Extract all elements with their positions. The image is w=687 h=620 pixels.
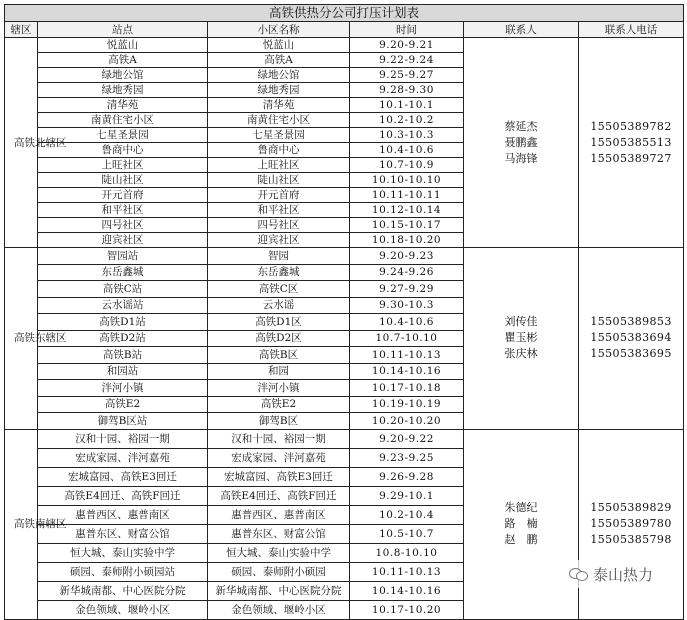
community-cell: 智园 <box>208 248 350 265</box>
time-cell: 10.2-10.2 <box>350 113 464 128</box>
time-cell: 10.5-10.7 <box>350 524 464 543</box>
time-cell: 9.20-9.21 <box>350 38 464 53</box>
district-cell <box>5 248 67 430</box>
contact-name: 马海锋 <box>504 151 538 165</box>
station-cell: 泮河小镇 <box>38 380 208 397</box>
community-cell: 悦蓝山 <box>208 38 350 53</box>
contact-phone: 15505389853 <box>590 315 672 329</box>
contact-name: 聂鹏鑫 <box>504 135 538 149</box>
station-cell: 汉和十园、裕园一期 <box>38 429 208 448</box>
table-body <box>5 38 684 620</box>
time-cell: 10.4-10.6 <box>350 314 464 331</box>
time-cell: 9.27-9.29 <box>350 281 464 298</box>
community-cell: 宏成家园、泮河嘉苑 <box>208 448 350 467</box>
community-cell: 上旺社区 <box>208 158 350 173</box>
community-cell: 高铁D2区 <box>208 330 350 347</box>
time-cell: 10.11-10.13 <box>350 347 464 364</box>
time-cell: 10.8-10.10 <box>350 543 464 562</box>
time-cell: 10.1-10.1 <box>350 98 464 113</box>
station-cell: 上旺社区 <box>38 158 208 173</box>
contacts-cell <box>464 429 579 619</box>
community-cell: 惠普西区、惠普南区 <box>208 505 350 524</box>
time-cell: 9.24-9.26 <box>350 264 464 281</box>
time-cell: 9.20-9.22 <box>350 429 464 448</box>
station-cell: 清华苑 <box>38 98 208 113</box>
community-cell: 云水谣 <box>208 297 350 314</box>
station-cell: 智园站 <box>38 248 208 265</box>
time-cell: 9.30-10.3 <box>350 297 464 314</box>
phones-cell <box>579 38 684 248</box>
header-station: 站点 <box>38 22 208 38</box>
contact-phone: 15505383694 <box>590 331 672 345</box>
header-phone: 联系人电话 <box>579 22 684 38</box>
station-cell: 悦蓝山 <box>38 38 208 53</box>
station-cell: 惠普西区、惠普南区 <box>38 505 208 524</box>
district-label: 高铁北辖区 <box>14 136 67 149</box>
station-cell: 开元首府 <box>38 188 208 203</box>
contact-name: 蔡延杰 <box>504 119 538 133</box>
community-cell: 陡山社区 <box>208 173 350 188</box>
time-cell: 10.19-10.19 <box>350 396 464 413</box>
station-cell: 陡山社区 <box>38 173 208 188</box>
contact-phone: 15505385798 <box>590 533 672 546</box>
contact-name: 路 楠 <box>504 517 538 530</box>
station-cell: 高铁E4回迁、高铁F回迁 <box>38 486 208 505</box>
table-title: 高铁供热分公司打压计划表 <box>5 5 684 22</box>
time-cell: 10.7-10.9 <box>350 158 464 173</box>
community-cell: 和平社区 <box>208 203 350 218</box>
pressure-test-schedule-table <box>4 4 684 620</box>
time-cell: 10.3-10.3 <box>350 128 464 143</box>
time-cell: 10.12-10.14 <box>350 203 464 218</box>
time-cell: 10.10-10.10 <box>350 173 464 188</box>
community-cell: 绿地公馆 <box>208 68 350 83</box>
community-cell: 绿地秀园 <box>208 83 350 98</box>
station-cell: 绿地秀园 <box>38 83 208 98</box>
contact-phone: 15505385513 <box>590 135 672 149</box>
station-cell: 和园站 <box>38 363 208 380</box>
community-cell: 东岳鑫城 <box>208 264 350 281</box>
station-cell: 绿地公馆 <box>38 68 208 83</box>
header-district: 辖区 <box>5 22 38 38</box>
station-cell: 高铁B站 <box>38 347 208 364</box>
time-cell: 10.20-10.20 <box>350 413 464 430</box>
community-cell: 泮河小镇 <box>208 380 350 397</box>
station-cell: 惠普东区、财富公馆 <box>38 524 208 543</box>
district-cell <box>5 429 67 619</box>
community-cell: 南黄住宅小区 <box>208 113 350 128</box>
station-cell: 高铁D2站 <box>38 330 208 347</box>
community-cell: 开元首府 <box>208 188 350 203</box>
station-cell: 云水谣站 <box>38 297 208 314</box>
community-cell: 高铁B区 <box>208 347 350 364</box>
community-cell: 汉和十园、裕园一期 <box>208 429 350 448</box>
watermark <box>565 560 657 588</box>
station-cell: 鲁商中心 <box>38 143 208 158</box>
time-cell: 9.22-9.24 <box>350 53 464 68</box>
community-cell: 高铁C区 <box>208 281 350 298</box>
contact-phone: 15505383695 <box>590 347 672 361</box>
station-cell: 宏成家园、泮河嘉苑 <box>38 448 208 467</box>
time-cell: 10.15-10.17 <box>350 218 464 233</box>
contact-phone: 15505389780 <box>590 517 672 530</box>
community-cell: 鲁商中心 <box>208 143 350 158</box>
time-cell: 9.25-9.27 <box>350 68 464 83</box>
station-cell: 高铁C站 <box>38 281 208 298</box>
community-cell: 高铁E2 <box>208 396 350 413</box>
community-cell: 新华城南都、中心医院分院 <box>208 581 350 600</box>
district-label: 高铁南辖区 <box>14 518 67 530</box>
station-cell: 硕园、泰师附小硕园站 <box>38 562 208 581</box>
table-row <box>5 38 684 53</box>
time-cell: 9.26-9.28 <box>350 467 464 486</box>
contact-name: 刘传佳 <box>504 315 538 329</box>
community-cell: 高铁E4回迁、高铁F回迁 <box>208 486 350 505</box>
community-cell: 恒大城、泰山实验中学 <box>208 543 350 562</box>
time-cell: 10.2-10.4 <box>350 505 464 524</box>
time-cell: 10.14-10.16 <box>350 363 464 380</box>
community-cell: 金色领域、堰岭小区 <box>208 600 350 619</box>
header-contact: 联系人 <box>464 22 579 38</box>
phones-cell <box>579 429 684 619</box>
station-cell: 东岳鑫城 <box>38 264 208 281</box>
station-cell: 御驾B区站 <box>38 413 208 430</box>
station-cell: 迎宾社区 <box>38 233 208 248</box>
community-cell: 四号社区 <box>208 218 350 233</box>
time-cell: 10.18-10.20 <box>350 233 464 248</box>
community-cell: 迎宾社区 <box>208 233 350 248</box>
time-cell: 10.17-10.18 <box>350 380 464 397</box>
community-cell: 宏城富园、高铁E3回迁 <box>208 467 350 486</box>
station-cell: 高铁A <box>38 53 208 68</box>
time-cell: 10.11-10.11 <box>350 188 464 203</box>
contact-name: 赵 鹏 <box>504 533 538 546</box>
community-cell: 高铁A <box>208 53 350 68</box>
time-cell: 9.23-9.25 <box>350 448 464 467</box>
table-row <box>5 248 684 265</box>
time-cell: 9.28-9.30 <box>350 83 464 98</box>
community-cell: 七星圣景园 <box>208 128 350 143</box>
contact-name: 朱德纪 <box>504 501 538 514</box>
watermark-text: 泰山热力 <box>593 565 654 584</box>
time-cell: 10.4-10.6 <box>350 143 464 158</box>
wechat-icon <box>569 566 589 582</box>
district-label: 高铁东辖区 <box>14 332 67 345</box>
table-row <box>5 429 684 448</box>
header-community: 小区名称 <box>208 22 350 38</box>
station-cell: 南黄住宅小区 <box>38 113 208 128</box>
phones-cell <box>579 248 684 430</box>
community-cell: 御驾B区 <box>208 413 350 430</box>
time-cell: 10.11-10.13 <box>350 562 464 581</box>
contact-name: 张庆林 <box>504 347 538 361</box>
time-cell: 10.7-10.10 <box>350 330 464 347</box>
station-cell: 恒大城、泰山实验中学 <box>38 543 208 562</box>
community-cell: 硕园、泰师附小硕园 <box>208 562 350 581</box>
contacts-cell <box>464 248 579 430</box>
station-cell: 金色领域、堰岭小区 <box>38 600 208 619</box>
community-cell: 清华苑 <box>208 98 350 113</box>
contact-name: 瞿玉彬 <box>504 331 538 345</box>
station-cell: 高铁E2 <box>38 396 208 413</box>
community-cell: 高铁D1区 <box>208 314 350 331</box>
community-cell: 和园 <box>208 363 350 380</box>
station-cell: 七星圣景园 <box>38 128 208 143</box>
district-cell <box>5 38 67 248</box>
station-cell: 新华城南都、中心医院分院 <box>38 581 208 600</box>
contact-phone: 15505389727 <box>590 151 672 165</box>
contacts-cell <box>464 38 579 248</box>
time-cell: 10.17-10.20 <box>350 600 464 619</box>
station-cell: 四号社区 <box>38 218 208 233</box>
station-cell: 和平社区 <box>38 203 208 218</box>
contact-phone: 15505389829 <box>590 501 672 514</box>
time-cell: 10.14-10.16 <box>350 581 464 600</box>
station-cell: 高铁D1站 <box>38 314 208 331</box>
community-cell: 惠普东区、财富公馆 <box>208 524 350 543</box>
time-cell: 9.20-9.23 <box>350 248 464 265</box>
contact-phone: 15505389782 <box>590 119 672 133</box>
station-cell: 宏城富园、高铁E3回迁 <box>38 467 208 486</box>
time-cell: 9.29-10.1 <box>350 486 464 505</box>
header-time: 时间 <box>350 22 464 38</box>
